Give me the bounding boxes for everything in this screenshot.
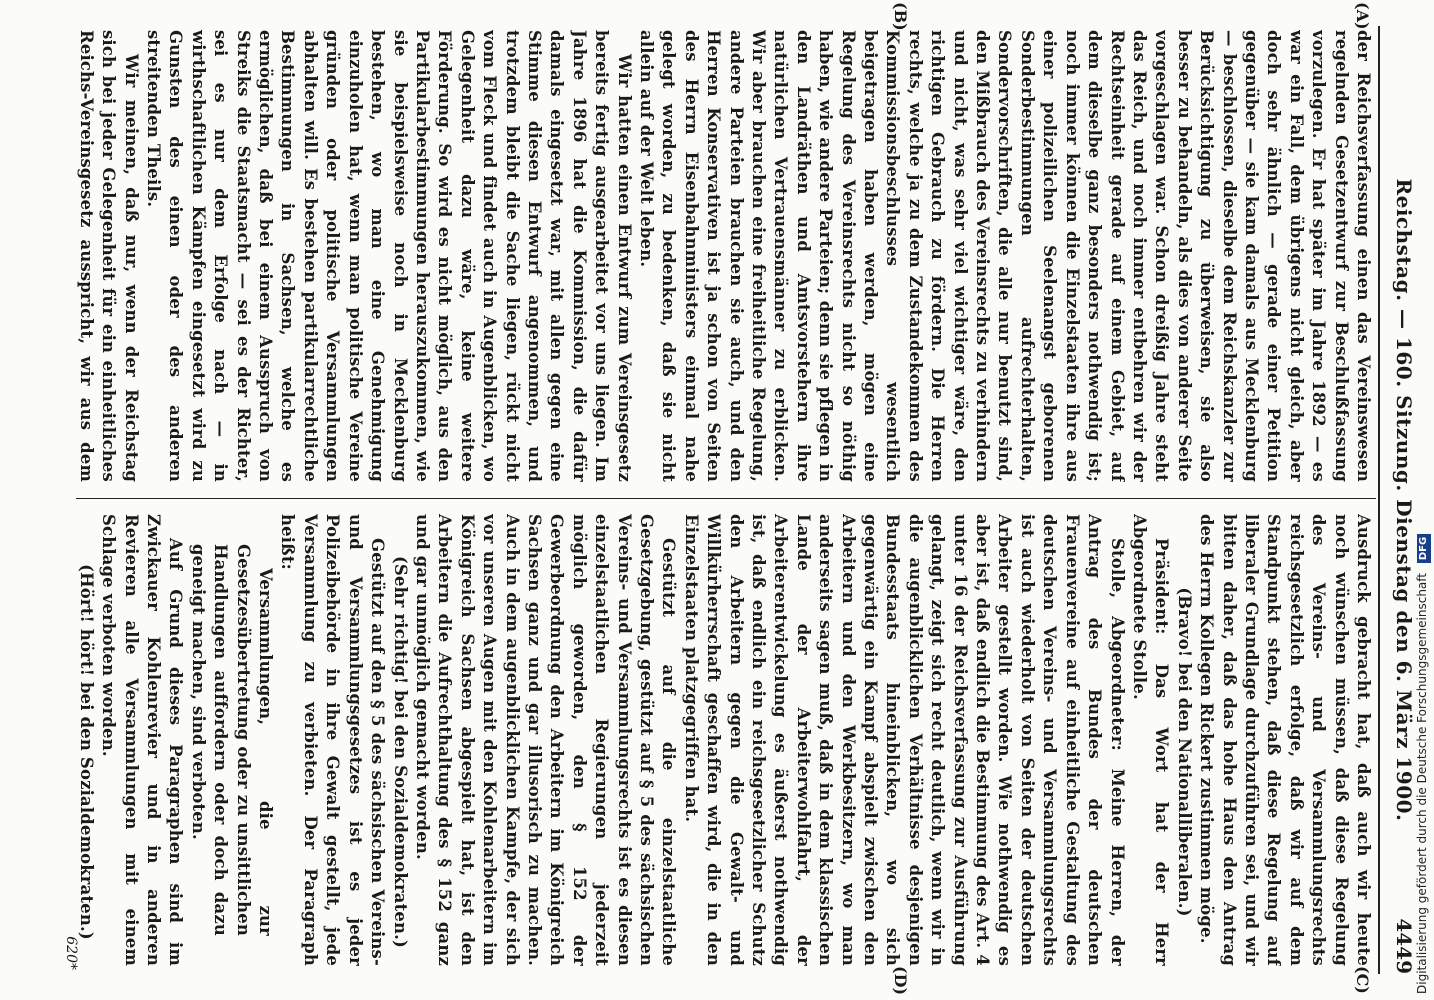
- reaction: (Sehr richtig! bei den Sozialdemokraten.): [390, 555, 410, 949]
- margin-marker-a: (A): [1353, 2, 1372, 30]
- page-number: 4449: [1392, 918, 1416, 974]
- paragraph: Auf Grund dieses Paragraphen sind im Zwickauer Kohlenrevier und in anderen Revieren alle Versammlungen mit einem Schlage verboten worden.: [99, 514, 186, 966]
- header-rule: [1378, 26, 1380, 974]
- left-column: [74, 30, 1374, 482]
- paragraph: der Reichsverfassung einen das Vereinswesen regelnden Gesetzentwurf zur Beschlußfassung vorzulegen. Er hat später im Jahre 1892 — es war ein Fall, dem übrigens nicht gleich, aber doch sehr ähnlich — gerade einer Petition gegenüber — sie kam damals aus Mecklenburg — beschlossen, dieselbe dem Reichskanzler zur Berücksichtigung zu überweisen, sie also besser zu behandeln, als dies von anderer Seite vorgeschlagen war. Schon dreißig Jahre steht das Reich, und noch immer entbehren wir der Rechtseinheit gerade auf einem Gebiet, auf dem dieselbe ganz besonders nothwendig ist; noch immer können die Einzelstaaten ihre aus einer polizeilichen Seelenangst geborenen Sonderbestimmungen aufrechterhalten, Sondervorschriften, die alle nur benutzt sind, den Mißbrauch des Vereinsrechts zu verhindern und nicht, was sehr viel wichtiger wäre, den richtigen Gebrauch zu fördern. Die Herren rechts, welche ja zu dem Zustandekommen des Kommissionsbeschlusses wesentlich beigetragen haben werden, mögen eine Regelung des Vereinsrechts nicht so nöthig haben, wie andere Parteien; denn sie pflegen in den Landräthen und Amtsvorstehern ihre natürlichen Vertrauensmänner zu erblicken. Wir aber brauchen eine freiheitliche Regelung, andere Parteien brauchen sie auch, und den Herren Konservativen ist ja schon von Seiten des Herrn Eisenbahnministers einmal nahe gelegt worden, zu bedenken, daß sie nicht allein auf der Welt leben.: [637, 30, 1373, 482]
- paragraph: Ausdruck gebracht hat, daß auch wir heute noch wünschen müssen, daß diese Regelung des Vereins- und Versammlungsrechts reichsgesetzlich erfolge, daß wir auf dem Standpunkt stehen, daß diese Regelung auf liberaler Grundlage durchzuführen sei, und wir bitten daher, daß das hohe Haus den Antrag des Herrn Kollegen Rickert zustimmen möge.: [1197, 514, 1373, 966]
- credit-text: Digitalisierung gefördert durch die Deutsche Forschungsgemeinschaft: [1415, 572, 1429, 994]
- paragraph: Gestützt auf den § 5 des sächsischen Vereins- und Versammlungsgesetzes ist es jeder Polizeibehörde in ihre Gewalt gestellt, jede Versammlung zu verbieten. Der Paragraph heißt:: [278, 514, 388, 966]
- paragraph: Wir meinen, daß nur, wenn der Reichstag sich bei jeder Gelegenheit für ein einheitliches Reichs-Vereinsgesetz ausspricht, wir aus dem: [76, 30, 141, 482]
- paragraph: Gestützt auf die einzelstaatliche Gesetzgebung, gestützt auf § 5 des sächsischen Vereins- und Versammlungsrechts ist es diesen einzelstaatlichen Regierungen jederzeit möglich geworden, den § 152 der Gewerbeordnung den Arbeitern im Königreich Sachsen ganz und gar illusorisch zu machen. Auch in dem augenblicklichen Kampfe, der sich vor unseren Augen mit den Kohlenarbeitern im Königreich Sachsen abgespielt hat, ist den Arbeitern die Aufrechthaltung des § 152 ganz und gar unmöglich gemacht worden.: [412, 514, 679, 966]
- margin-marker-c: (C): [1353, 966, 1372, 994]
- paragraph: Wir hatten einen Entwurf zum Vereinsgesetz bereits fertig ausgearbeitet vor uns liegen. Im Jahre 1896 hat die Kommission, die dafür damals eingesetzt war, mit allen gegen eine Stimme diesen Entwurf angenommen, und trotzdem bleibt die Sache liegen, rückt nicht vom Fleck und findet auch in Augenblicken, wo Gelegenheit dazu wäre, keine weitere Förderung. So wird es nicht möglich, aus den Partikularbestimmungen herauszukommen, wie sie beispielsweise noch in Mecklenburg bestehen, wo man eine Genehmigung einzuholen hat, wenn man politische Vereine gründen oder politische Versammlungen abhalten will. Es bestehen partikularrechtliche Bestimmungen in Sachsen, welche es ermöglichen, daß bei einem Ausspruch von Streiks die Staatsmacht — sei es der Richter, sei es nur dem Erfolge nach — in wirthschaftlichen Kämpfen eingesetzt wird zu Gunsten des einen oder des anderen streitenden Theils.: [144, 30, 634, 482]
- speaker-text: Das Wort hat der Herr Abgeordnete Stolle.: [1129, 514, 1172, 966]
- quotation: Versammlungen, die zur Gesetzesübertretung oder zu unsittlichen Handlungen auffordern oder doch dazu geneigt machen, sind verboten.: [188, 544, 276, 936]
- reaction: (Hört! hört! bei den Sozialdemokraten.): [76, 564, 96, 940]
- speaker-text: Abgeordneter: Meine Herren, der Antrag des Bundes der deutschen Frauenvereine auf einheitliche Gestaltung des deutschen Vereins- und Versammlungsrechts ist auch wiederholt von Seiten der deutschen Arbeiter gestellt worden. Wie nothwendig es aber ist, daß endlich die Bestimmung des Art. 4 unter 16 der Reichsverfassung zur Ausführung gelangt, zeigt sich recht deutlich, wenn wir in die augenblicklichen Verhältnisse desjenigen Bundesstaats hineinblicken, wo sich gegenwärtig ein Kampf abspielt zwischen den Arbeitern und den Werkbesitzern, wo man anderseits sagen muß, daß in dem klassischen Lande der Arbeiterwohlfahrt, der Arbeiterentwickelung es äußerst nothwendig ist, daß endlich ein reichsgesetzlicher Schutz den Arbeitern gegen die Gewalt- und Willkürherrschaft geschaffen wird, die in den Einzelstaaten platzgegriffen hat.: [681, 514, 1127, 966]
- digitization-credit: [1402, 0, 1434, 1000]
- dfg-logo: DFG: [1417, 534, 1431, 563]
- speaker-label: Präsident:: [1152, 538, 1172, 635]
- page-title: Reichstag. — 160. Sitzung. Dienstag den 6. März 1900.: [1392, 178, 1416, 822]
- credit-text-wrapper: [1406, 0, 1434, 994]
- margin-marker-d: (D): [891, 966, 910, 996]
- speaker-label: Stolle,: [1107, 538, 1127, 599]
- right-column: [74, 514, 1374, 966]
- speaker-paragraph: [679, 514, 1127, 966]
- reaction: (Bravo! bei den Nationalliberalen.): [1174, 587, 1194, 917]
- speaker-paragraph: [1128, 514, 1173, 966]
- margin-marker-b: (B): [891, 2, 910, 31]
- signature-mark: 620*: [63, 936, 79, 970]
- column-divider: [76, 498, 1376, 499]
